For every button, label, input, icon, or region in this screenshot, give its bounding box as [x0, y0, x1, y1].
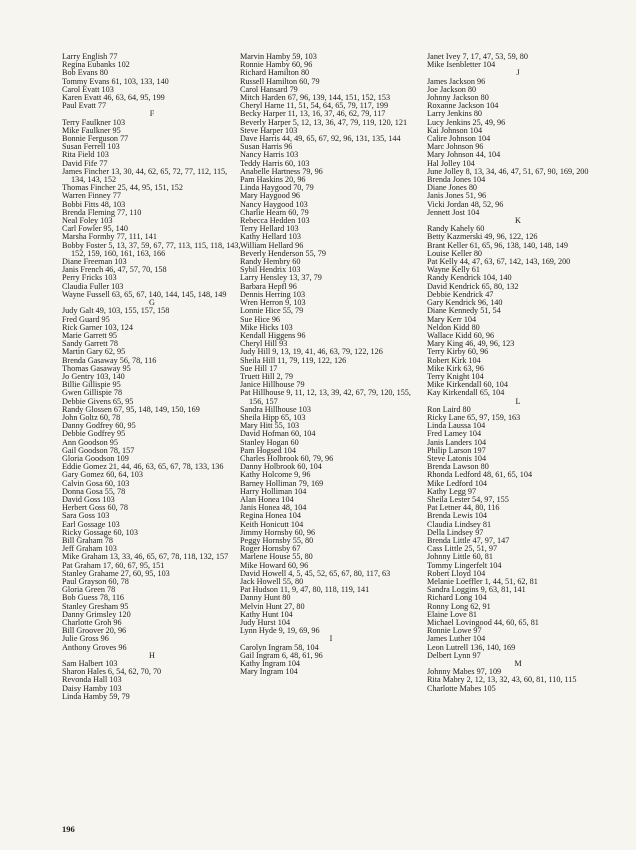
index-entry: Sue Hill 17: [240, 363, 278, 373]
index-entry: Donna Gosa 55, 78: [62, 486, 126, 496]
index-entry: Lonnie Hice 55, 79: [240, 306, 304, 316]
index-entry: Cheryl Hill 93: [240, 339, 288, 349]
index-entry: Sandra Hillhouse 103: [240, 404, 311, 414]
index-entry: Teddy Harris 60, 103: [240, 158, 310, 168]
index-entry: Kendall Higgens 96: [240, 330, 306, 340]
index-entry: Louise Keller 80: [427, 248, 483, 258]
index-entry: David Fife 77: [62, 158, 108, 168]
index-entry: Barney Holliman 79, 169: [240, 478, 324, 488]
index-entry: Brant Keller 61, 65, 96, 138, 140, 148, 149: [427, 240, 568, 250]
index-entry: Marc Johnson 96: [427, 142, 484, 152]
index-entry: Ricky Lane 65, 97, 159, 163: [427, 412, 521, 422]
index-entry: Janice Hillhouse 79: [240, 380, 305, 390]
index-entry: Cheryl Harne 11, 51, 54, 64, 65, 79, 117, 199: [240, 101, 389, 111]
index-entry: Brenda Lewis 104: [427, 511, 488, 521]
index-entry: Bobby Foster 5, 13, 37, 59, 67, 77, 113, 115, 118, 143, 152, 159, 160, 161, 163, 166: [62, 240, 241, 258]
index-entry: Randy Kahely 60: [427, 224, 485, 234]
index-entry: Jeff Graham 103: [62, 544, 117, 554]
index-entry: Joe Jackson 80: [427, 84, 477, 94]
index-entry: Carolyn Ingram 58, 104: [240, 642, 319, 652]
index-entry: Dave Harris 44, 49, 65, 67, 92, 96, 131, 135, 144: [240, 134, 401, 144]
index-entry: Harry Holliman 104: [240, 486, 307, 496]
index-entry: Judy Hurst 104: [240, 618, 291, 628]
section-letter: G: [149, 298, 155, 308]
index-entry: Rick Garner 103, 124: [62, 322, 133, 332]
index-entry: Anabelle Hartness 79, 96: [240, 166, 323, 176]
index-entry: Linda Hamby 59, 79: [62, 691, 130, 701]
index-entry: Robert Lloyd 104: [427, 568, 486, 578]
index-entry: Linda Laussa 104: [427, 421, 486, 431]
index-entry: Brenda Little 47, 97, 147: [427, 535, 510, 545]
index-entry: Russell Hamilton 60, 79: [240, 76, 320, 86]
index-column-3: [427, 53, 609, 693]
index-entry: Mary King 46, 49, 96, 123: [427, 339, 515, 349]
section-letter: L: [515, 396, 521, 406]
index-entry: Wayne Kelly 61: [427, 265, 480, 275]
index-entry: Pat Hillhouse 9, 11, 12, 13, 39, 42, 67, 79, 120, 155, 156, 157: [240, 388, 411, 406]
index-entry: Rita Field 103: [62, 150, 109, 160]
index-entry: Truett Hill 2, 79: [240, 371, 293, 381]
index-entry: Melanie Loeffler 1, 44, 51, 62, 81: [427, 577, 538, 586]
index-entry: Terry Knight 104: [427, 371, 484, 381]
index-entry: Terry Kirby 60, 96: [427, 347, 489, 357]
index-entry: Danny Grimsley 120: [62, 609, 131, 619]
index-entry: Neal Foley 103: [62, 216, 113, 226]
index-entry: Gloria Goodson 109: [62, 453, 129, 463]
index-entry: Gail Goodson 78, 157: [62, 445, 135, 455]
index-entry: Beverly Harper 5, 12, 13, 36, 47, 79, 119, 120, 121: [240, 117, 408, 127]
index-entry: Mike Hicks 103: [240, 322, 293, 332]
index-entry: Diane Freeman 103: [62, 257, 127, 267]
index-entry: Terry Hellard 103: [240, 224, 299, 234]
index-entry: Mike Faulkner 95: [62, 125, 121, 135]
index-entry: Pat Kelly 44, 47, 63, 67, 142, 143, 169, 200: [427, 257, 571, 267]
index-entry: Vicki Jordan 48, 52, 96: [427, 199, 504, 209]
index-entry: Pat Letner 44, 80, 116: [427, 503, 500, 513]
index-entry: Tommy Lingerfelt 104: [427, 560, 502, 570]
index-entry: Danny Godfrey 60, 95: [62, 421, 136, 431]
index-entry: James Fincher 13, 30, 44, 62, 65, 72, 77, 112, 115, 134, 143, 152: [62, 166, 228, 185]
index-entry: Daisy Hamby 103: [62, 683, 122, 693]
index-entry: Hal Jolley 104: [427, 158, 475, 168]
index-entry: Kathy Ingram 104: [240, 659, 301, 669]
index-entry: Bill Graham 78: [62, 535, 113, 545]
index-entry: Mary Kerr 104: [427, 314, 477, 324]
index-entry: Richard Long 104: [427, 593, 487, 603]
index-entry: Janet Ivey 7, 17, 47, 53, 59, 80: [427, 52, 528, 61]
index-entry: Mary Ingram 104: [240, 667, 298, 677]
index-entry: Charlie Hearn 60, 79: [240, 207, 309, 217]
index-entry: Bobbi Fitts 48, 103: [62, 199, 126, 209]
index-entry: Thomas Gasaway 95: [62, 363, 131, 373]
index-entry: Regina Eubanks 102: [62, 60, 130, 70]
index-entry: Larry Jenkins 80: [427, 109, 483, 119]
index-entry: Johnny Mabes 97, 109: [427, 667, 502, 677]
index-entry: Steve Latonis 104: [427, 453, 487, 463]
index-entry: Perry Fricks 103: [62, 273, 117, 283]
index-entry: Sybil Hendrix 103: [240, 265, 301, 275]
index-entry: Calire Johnson 104: [427, 134, 491, 144]
index-entry: Mary Hitt 55, 103: [240, 421, 300, 431]
index-entry: Kathy Holcome 9, 96: [240, 470, 311, 480]
index-entry: Neldon Kidd 80: [427, 322, 480, 332]
index-entry: Rebecca Hedden 103: [240, 216, 310, 226]
index-entry: Mitch Harden 67, 96, 139, 144, 151, 152, 153: [240, 93, 391, 103]
index-entry: Tommy Evans 61, 103, 133, 140: [62, 76, 169, 86]
section-letter: K: [515, 216, 521, 226]
section-letter: M: [514, 659, 522, 669]
index-entry: Mary Haygood 96: [240, 191, 301, 201]
index-entry: Diane Kennedy 51, 54: [427, 306, 501, 316]
index-entry: Jennett Jost 104: [427, 207, 480, 217]
index-entry: Cass Little 25, 51, 97: [427, 544, 498, 554]
index-entry: Revonda Hall 103: [62, 675, 122, 685]
index-entry: James Luther 104: [427, 634, 486, 644]
index-entry: Jo Gentry 103, 140: [62, 371, 125, 381]
index-entry: Sue Hice 96: [240, 314, 281, 324]
index-entry: John Goltz 60, 78: [62, 412, 121, 422]
index-entry: David Kendrick 65, 80, 132: [427, 281, 519, 291]
index-entry: Earl Gossage 103: [62, 519, 120, 529]
section-letter: H: [149, 650, 155, 660]
index-entry: Herbert Goss 60, 78: [62, 503, 128, 513]
index-entry: Kathy Legg 97: [427, 486, 477, 496]
index-entry: Rita Mabry 2, 12, 13, 32, 43, 60, 81, 110, 115: [427, 675, 577, 685]
index-entry: Thomas Fincher 25, 44, 95, 151, 152: [62, 183, 183, 193]
index-entry: Sheila Lester 54, 97, 155: [427, 494, 509, 504]
index-entry: Gwen Gillispie 78: [62, 388, 123, 398]
index-entry: Carl Fowler 95, 140: [62, 224, 128, 234]
index-entry: Danny Hunt 80: [240, 593, 291, 603]
section-letter: F: [149, 109, 155, 119]
index-entry: Janis French 46, 47, 57, 70, 158: [62, 265, 167, 275]
index-column-1: [62, 53, 242, 701]
index-entry: Ann Goodson 95: [62, 437, 118, 447]
index-entry: Betty Kazmerski 49, 96, 122, 126: [427, 232, 538, 242]
index-entry: Danny Holbrook 60, 104: [240, 462, 322, 472]
index-entry: Richard Hamilton 80: [240, 68, 310, 78]
index-entry: Stanley Gresham 95: [62, 601, 129, 611]
index-entry: Debbie Kendrick 47: [427, 289, 494, 299]
index-entry: Randy Kendrick 104, 140: [427, 273, 512, 283]
index-entry: James Jackson 96: [427, 76, 486, 86]
index-entry: Beverly Henderson 55, 79: [240, 248, 326, 258]
index-entry: Mike Kirk 63, 96: [427, 363, 484, 373]
index-entry: Martin Gary 62, 95: [62, 347, 126, 357]
index-entry: Mike Graham 13, 33, 46, 65, 67, 78, 118, 132, 157: [62, 552, 229, 562]
index-entry: Della Lindsey 97: [427, 527, 484, 537]
index-entry: Claudia Fuller 103: [62, 281, 124, 291]
index-entry: William Hellard 96: [240, 240, 304, 250]
index-entry: Michael Lovingood 44, 60, 65, 81: [427, 618, 539, 628]
index-entry: Warren Finney 77: [62, 191, 121, 201]
index-entry: Alan Honea 104: [240, 494, 294, 504]
index-entry: Ricky Gossage 60, 103: [62, 527, 138, 537]
index-entry: Charlotte Groh 96: [62, 618, 122, 628]
index-entry: David Howell 4, 5, 45, 52, 65, 67, 80, 117, 63: [240, 568, 391, 578]
index-entry: Nancy Haygood 103: [240, 199, 308, 209]
index-entry: Debbie Givens 65, 95: [62, 396, 134, 406]
index-entry: Wayne Fussell 63, 65, 67, 140, 144, 145, 148, 149: [62, 289, 227, 299]
index-entry: Debbie Godfrey 95: [62, 429, 126, 439]
index-entry: Ronny Long 62, 91: [427, 601, 491, 611]
index-entry: Nancy Harris 103: [240, 150, 299, 160]
index-entry: David Hofman 60, 104: [240, 429, 316, 439]
index-entry: Stanley Hogan 60: [240, 437, 299, 447]
index-entry: Lucy Jenkins 25, 49, 96: [427, 117, 506, 127]
index-entry: Anthony Groves 96: [62, 642, 127, 652]
index-entry: Paul Evatt 77: [62, 101, 107, 111]
index-entry: Gary Gomez 60, 64, 103: [62, 470, 143, 480]
index-entry: Peggy Hornsby 55, 80: [240, 535, 314, 545]
index-entry: Larry English 77: [62, 52, 118, 61]
index-entry: Karen Evatt 46, 63, 64, 95, 199: [62, 93, 165, 103]
index-entry: Elaine Love 81: [427, 609, 478, 619]
index-entry: Sheila Hipp 65, 103: [240, 412, 306, 422]
index-entry: Dennis Herring 103: [240, 289, 306, 299]
index-entry: Mike Ledford 104: [427, 478, 488, 488]
index-entry: David Goss 103: [62, 494, 115, 504]
index-column-2: [240, 53, 422, 676]
index-entry: Mike Isenbletter 104: [427, 60, 496, 70]
index-entry: Bob Guess 78, 116: [62, 593, 125, 603]
index-entry: Jack Howell 55, 80: [240, 577, 304, 586]
index-entry: Janis Honea 48, 104: [240, 503, 307, 513]
index-entry: Charlotte Mabes 105: [427, 683, 496, 693]
index-entry: Leon Lutrell 136, 140, 169: [427, 642, 516, 652]
index-entry: Bob Evans 80: [62, 68, 108, 78]
index-entry: Barbara Hepfl 96: [240, 281, 297, 291]
index-entry: Mike Howard 60, 96: [240, 560, 309, 570]
index-entry: Janis Landers 104: [427, 437, 487, 447]
index-entry: Sheila Hill 11, 79, 119, 122, 126: [240, 355, 347, 365]
index-entry: Wallace Kidd 60, 96: [427, 330, 495, 340]
index-entry: Gail Ingram 6, 48, 61, 96: [240, 650, 323, 660]
index-entry: Johnny Jackson 80: [427, 93, 489, 103]
index-entry: Stanley Grahame 27, 60, 95, 103: [62, 568, 170, 578]
index-entry: Becky Harper 11, 13, 16, 37, 46, 62, 79, 117: [240, 109, 386, 119]
index-entry: Fred Guard 95: [62, 314, 110, 324]
index-entry: Claudia Lindsey 81: [427, 519, 492, 529]
index-entry: Susan Harris 96: [240, 142, 293, 152]
index-entry: Carol Hansard 79: [240, 84, 298, 94]
index-entry: Keith Honicutt 104: [240, 519, 304, 529]
index-entry: Roger Hornsby 67: [240, 544, 301, 554]
index-entry: Robert Kirk 104: [427, 355, 481, 365]
index-entry: Ronnie Hamby 60, 96: [240, 60, 313, 70]
index-entry: Delbert Lynn 97: [427, 650, 481, 660]
index-entry: Ron Laird 80: [427, 404, 471, 414]
index-entry: Terry Faulkner 103: [62, 117, 126, 127]
index-entry: Jimmy Hornsby 60, 96: [240, 527, 316, 537]
index-entry: Regina Honea 104: [240, 511, 301, 521]
index-entry: Sam Halbert 103: [62, 659, 118, 669]
index-entry: Carol Evatt 103: [62, 84, 114, 94]
index-entry: Brenda Gasaway 56, 78, 116: [62, 355, 157, 365]
index-entry: Sandy Garrett 78: [62, 339, 118, 349]
index-entry: Rhonda Ledford 48, 61, 65, 104: [427, 470, 533, 480]
index-entry: Philip Larson 197: [427, 445, 486, 455]
index-entry: Marvin Hamby 59, 103: [240, 52, 317, 61]
index-entry: Diane Jones 80: [427, 183, 478, 193]
index-entry: Lynn Hyde 9, 19, 69, 96: [240, 626, 320, 636]
index-entry: Steve Harper 103: [240, 125, 298, 135]
index-entry: Brenda Jones 104: [427, 175, 486, 185]
index-entry: Kay Kirkendall 65, 104: [427, 388, 505, 398]
index-entry: Kai Johnson 104: [427, 125, 483, 135]
index-entry: Pat Hudson 11, 9, 47, 80, 118, 119, 141: [240, 585, 370, 595]
index-entry: June Jolley 8, 13, 34, 46, 47, 51, 67, 90, 169, 200: [427, 166, 589, 176]
index-entry: Bill Groover 20, 96: [62, 626, 127, 636]
index-entry: Paul Grayson 60, 78: [62, 577, 129, 586]
index-entry: Kathy Hunt 104: [240, 609, 293, 619]
index-entry: Kathy Hellard 103: [240, 232, 301, 242]
index-entry: Wren Herron 9, 103: [240, 298, 306, 308]
index-entry: Marsha Formby 77, 111, 141: [62, 232, 157, 242]
index-entry: Larry Hensley 13, 37, 79: [240, 273, 322, 283]
page-number: 196: [62, 824, 75, 834]
index-entry: Brenda Lawson 80: [427, 462, 489, 472]
index-entry: Roxanne Jackson 104: [427, 101, 499, 111]
index-entry: Randy Glossen 67, 95, 148, 149, 150, 169: [62, 404, 200, 414]
index-entry: Susan Ferrell 103: [62, 142, 120, 152]
index-entry: Gloria Green 78: [62, 585, 116, 595]
index-entry: Gary Kendrick 96, 140: [427, 298, 503, 308]
index-entry: Sandra Loggins 9, 63, 81, 141: [427, 585, 526, 595]
index-entry: Marlene House 55, 80: [240, 552, 313, 562]
index-entry: Bonnie Ferguson 77: [62, 134, 129, 144]
index-entry: Calvin Gosa 60, 103: [62, 478, 130, 488]
index-entry: Judy Hill 9, 13, 19, 41, 46, 63, 79, 122, 126: [240, 347, 383, 357]
index-entry: Billie Gillispie 95: [62, 380, 121, 390]
index-entry: Eddie Gomez 21, 44, 46, 63, 65, 67, 78, 133, 136: [62, 462, 224, 472]
section-letter: I: [329, 634, 333, 644]
index-entry: Randy Hembry 60: [240, 257, 301, 267]
index-entry: Linda Haygood 70, 79: [240, 183, 314, 193]
index-entry: Charles Holbrook 60, 79, 96: [240, 453, 334, 463]
index-entry: Mary Johnson 44, 104: [427, 150, 501, 160]
index-entry: Judy Galt 49, 103, 155, 157, 158: [62, 306, 170, 316]
index-entry: Brenda Fleming 77, 110: [62, 207, 142, 217]
index-entry: Marie Garrett 95: [62, 330, 118, 340]
index-entry: Pam Haskins 20, 96: [240, 175, 306, 185]
index-entry: Melvin Hunt 27, 80: [240, 601, 305, 611]
index-entry: Johnny Little 60, 81: [427, 552, 493, 562]
index-entry: Pam Hogsed 104: [240, 445, 296, 455]
index-entry: Sharon Hales 6, 54, 62, 70, 70: [62, 667, 162, 677]
index-entry: Fred Lamey 104: [427, 429, 482, 439]
index-entry: Ronnie Lowe 97: [427, 626, 482, 636]
section-letter: J: [516, 68, 520, 78]
index-entry: Janis Jones 51, 96: [427, 191, 487, 201]
index-entry: Pat Graham 17, 60, 67, 95, 151: [62, 560, 165, 570]
index-entry: Sara Goss 103: [62, 511, 110, 521]
index-entry: Mike Kirkendall 60, 104: [427, 380, 508, 390]
index-entry: Julie Gross 96: [62, 634, 109, 644]
